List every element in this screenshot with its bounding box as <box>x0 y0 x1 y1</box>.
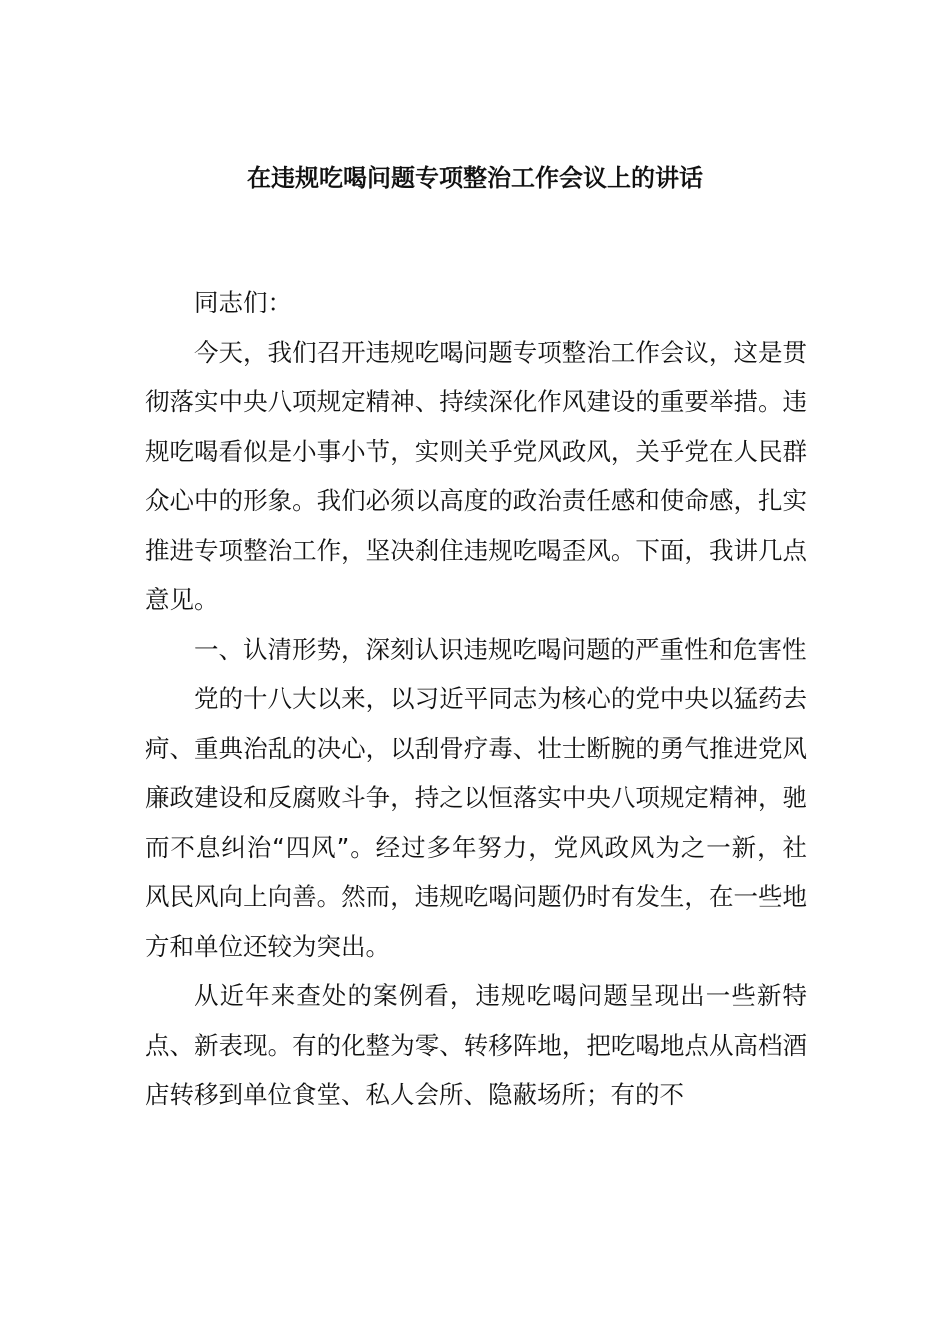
section-heading: 一、认清形势，深刻认识违规吃喝问题的严重性和危害性 <box>194 634 807 664</box>
body-paragraph: 今天，我们召开违规吃喝问题专项整治工作会议，这是贯彻落实中央八项规定精神、持续深化作风建设的重要举措。违规吃喝看似是小事小节，实则关乎党风政风，关乎党在人民群众心中的形象。我们必须以高度的政治责任感和使命感，扎实推进专项整治工作，坚决刹住违规吃喝歪风。下面，我讲几点意见。 <box>145 337 807 614</box>
body-paragraph: 党的十八大以来，以习近平同志为核心的党中央以猛药去疴、重典治乱的决心，以刮骨疗毒、壮士断腕的勇气推进党风廉政建设和反腐败斗争，持之以恒落实中央八项规定精神，驰而不息纠治“四风”。经过多年努力，党风政风为之一新，社风民风向上向善。然而，违规吃喝问题仍时有发生，在一些地方和单位还较为突出。 <box>145 684 807 961</box>
body-paragraph: 从近年来查处的案例看，违规吃喝问题呈现出一些新特点、新表现。有的化整为零、转移阵地，把吃喝地点从高档酒店转移到单位食堂、私人会所、隐蔽场所；有的不 <box>145 981 807 1109</box>
salutation: 同志们： <box>194 288 292 317</box>
document-title: 在违规吃喝问题专项整治工作会议上的讲话 <box>247 164 703 192</box>
document-body <box>145 278 807 1120</box>
